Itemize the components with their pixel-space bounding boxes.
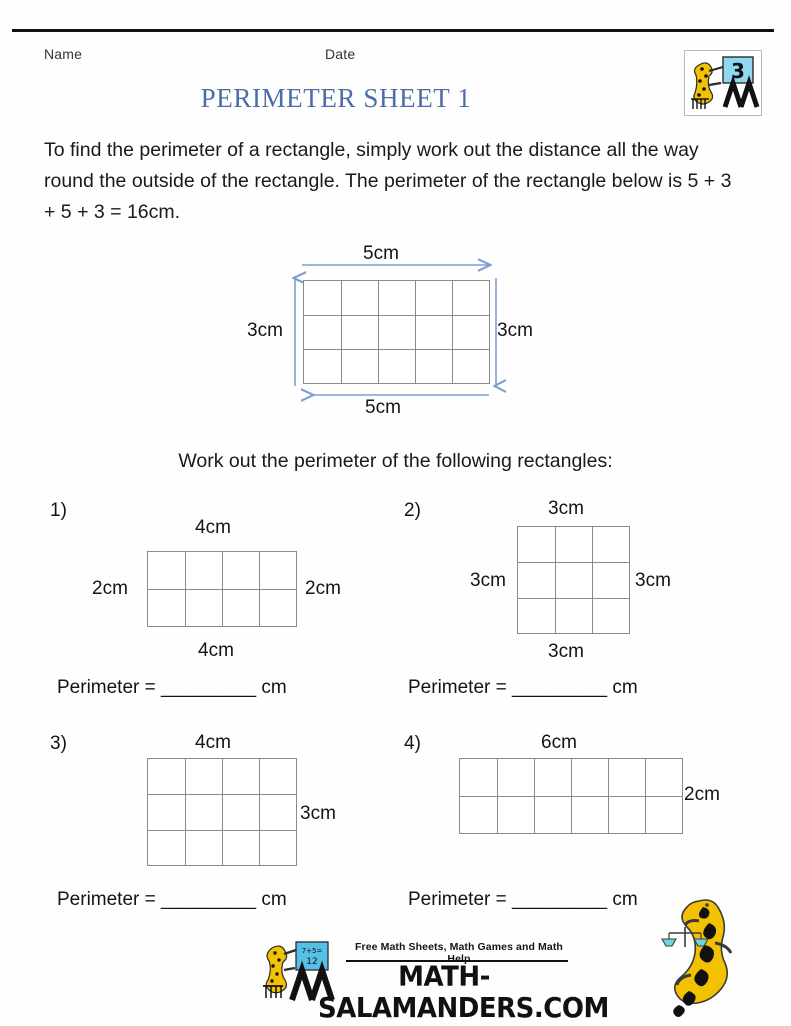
salamander-with-scales-icon xyxy=(655,893,765,1021)
problem-4-top-label: 6cm xyxy=(541,732,577,753)
grid-horizontal-line xyxy=(460,796,682,797)
problem-3-answer-prefix: Perimeter = xyxy=(57,889,162,910)
problem-4-answer-suffix: cm xyxy=(607,889,638,910)
problem-1-answer-line[interactable] xyxy=(57,677,287,699)
svg-text:3: 3 xyxy=(731,59,745,83)
grid-vertical-line xyxy=(222,759,223,865)
problem-2-answer-suffix: cm xyxy=(607,677,638,698)
problem-1-answer-blank[interactable]: _________ xyxy=(161,677,257,698)
problem-2-bottom-label: 3cm xyxy=(548,641,584,662)
problem-4-answer-blank[interactable]: _________ xyxy=(512,889,608,910)
date-label: Date xyxy=(325,46,356,62)
problem-2-answer-line[interactable] xyxy=(408,677,638,699)
problem-4-answer-prefix: Perimeter = xyxy=(408,889,513,910)
example-top-label: 5cm xyxy=(363,243,399,264)
grade-logo-icon xyxy=(685,51,761,115)
problem-1-left-label: 2cm xyxy=(92,578,128,599)
grid-horizontal-line xyxy=(148,794,296,795)
grid-vertical-line xyxy=(185,759,186,865)
grade-logo xyxy=(684,50,762,116)
grid-horizontal-line xyxy=(148,830,296,831)
problem-1-answer-suffix: cm xyxy=(256,677,287,698)
page-title: PERIMETER SHEET 1 xyxy=(200,83,472,113)
problem-2-right-label: 3cm xyxy=(635,570,671,591)
problem-2-number: 2) xyxy=(404,500,421,521)
example-rectangle-grid xyxy=(303,280,490,384)
problem-3-answer-blank[interactable]: _________ xyxy=(161,889,257,910)
intro-paragraph: To find the perimeter of a rectangle, simply work out the distance all the way round the outside of the rectangle. The perimeter of the rectangle below is 5 + 3 + 5 + 3 = 16cm. xyxy=(44,139,732,223)
grid-horizontal-line xyxy=(518,562,629,563)
grid-horizontal-line xyxy=(304,349,489,350)
problem-1-top-label: 4cm xyxy=(195,517,231,538)
problem-4-answer-line[interactable] xyxy=(408,889,638,911)
problem-1-number: 1) xyxy=(50,500,67,521)
problem-4-rectangle-grid xyxy=(459,758,683,834)
example-left-label: 3cm xyxy=(247,320,283,341)
problem-2-answer-prefix: Perimeter = xyxy=(408,677,513,698)
problem-2-answer-blank[interactable]: _________ xyxy=(512,677,608,698)
corner-salamander-image xyxy=(655,893,765,1021)
problem-3-rectangle-grid xyxy=(147,758,297,866)
example-right-label: 3cm xyxy=(497,320,533,341)
svg-text:12: 12 xyxy=(306,957,318,967)
problem-1-bottom-label: 4cm xyxy=(198,640,234,661)
grid-horizontal-line xyxy=(148,589,296,590)
grid-vertical-line xyxy=(415,281,416,383)
problem-3-answer-suffix: cm xyxy=(256,889,287,910)
footer-tagline: Free Math Sheets, Math Games and Math Help xyxy=(355,941,563,965)
grid-horizontal-line xyxy=(304,315,489,316)
grid-vertical-line xyxy=(555,527,556,633)
problem-3-number: 3) xyxy=(50,733,67,754)
problem-2-rectangle-grid xyxy=(517,526,630,634)
problem-4-number: 4) xyxy=(404,733,421,754)
footer-brand[interactable]: MATH-SALAMANDERS.COM xyxy=(318,961,609,1025)
problem-3-answer-line[interactable] xyxy=(57,889,287,911)
instruction-text: Work out the perimeter of the following rectangles: xyxy=(178,450,613,472)
grid-horizontal-line xyxy=(518,598,629,599)
problem-3-top-label: 4cm xyxy=(195,732,231,753)
problem-1-answer-prefix: Perimeter = xyxy=(57,677,162,698)
footer-logo[interactable] xyxy=(258,938,609,1025)
grid-vertical-line xyxy=(341,281,342,383)
grid-vertical-line xyxy=(452,281,453,383)
problem-1-right-label: 2cm xyxy=(305,578,341,599)
problem-3-right-label: 3cm xyxy=(300,803,336,824)
svg-text:7+5=: 7+5= xyxy=(301,947,323,955)
problem-1-rectangle-grid xyxy=(147,551,297,627)
name-label: Name xyxy=(44,46,83,62)
problem-2-left-label: 3cm xyxy=(470,570,506,591)
grid-vertical-line xyxy=(592,527,593,633)
grid-vertical-line xyxy=(259,759,260,865)
example-bottom-label: 5cm xyxy=(365,397,401,418)
problem-2-top-label: 3cm xyxy=(548,498,584,519)
problem-4-right-label: 2cm xyxy=(684,784,720,805)
page-top-rule xyxy=(12,29,774,32)
grid-vertical-line xyxy=(378,281,379,383)
